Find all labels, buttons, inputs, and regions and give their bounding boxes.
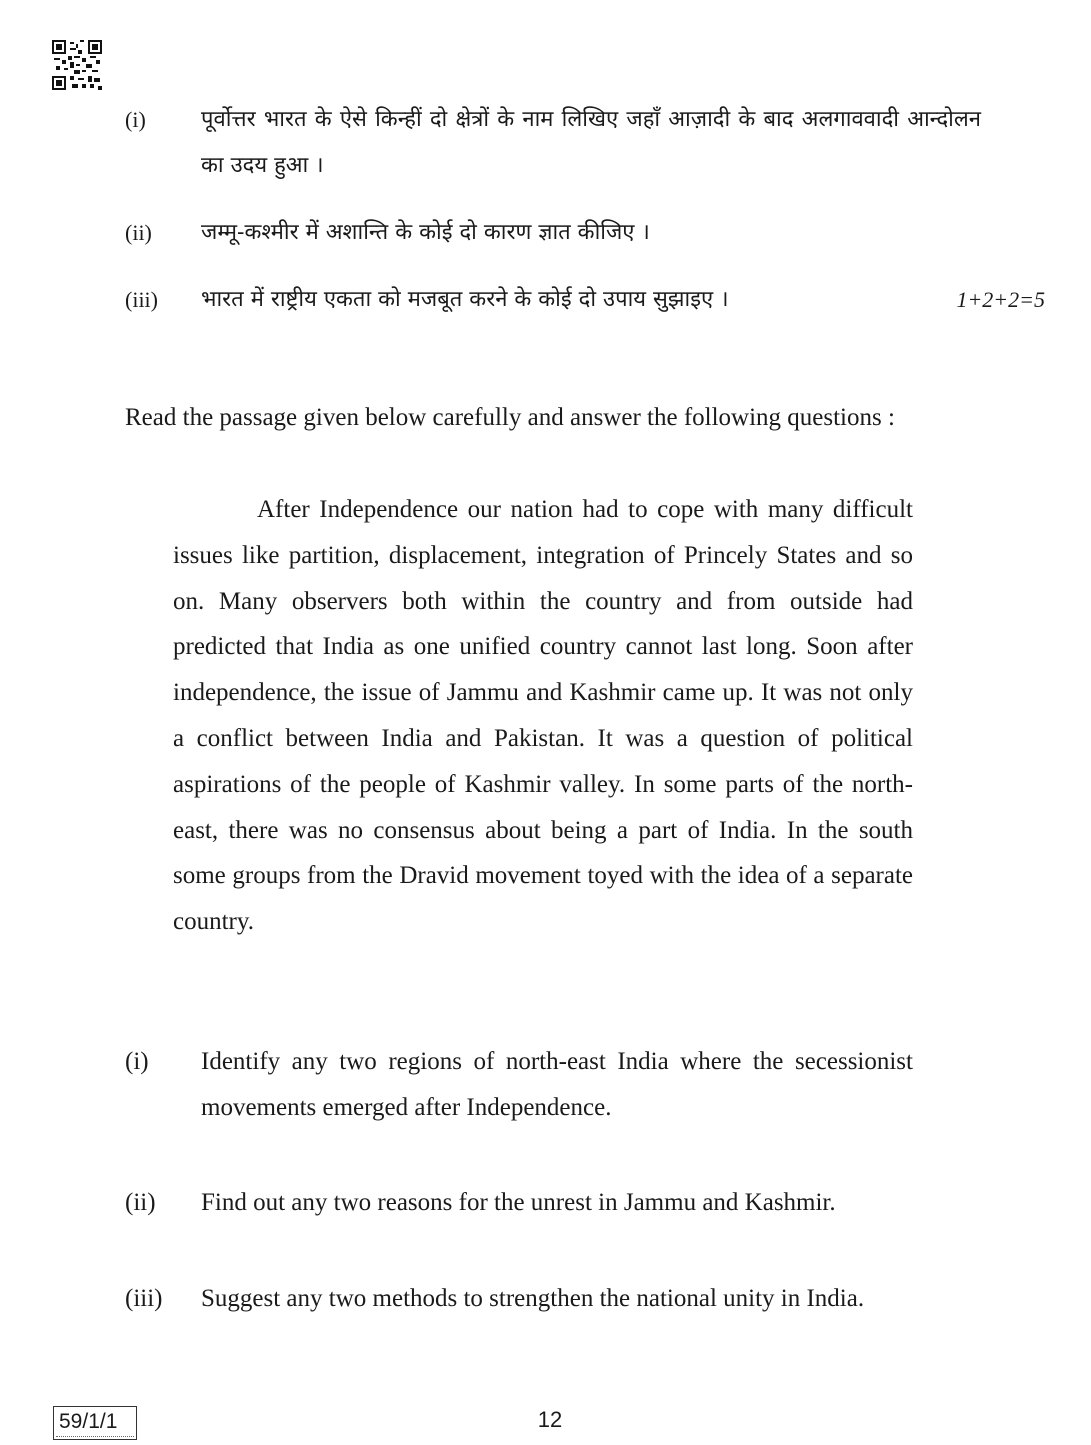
question-text: Suggest any two methods to strengthen the national unity in India.	[201, 1285, 865, 1312]
question-number: (iii)	[125, 287, 158, 312]
question-number: (iii)	[125, 1285, 163, 1312]
question-number: (i)	[125, 1048, 149, 1075]
question-text: भारत में राष्ट्रीय एकता को मजबूत करने के कोई दो उपाय सुझाइए ।	[201, 287, 729, 312]
passage-instruction: Read the passage given below carefully and answer the following questions :	[125, 404, 895, 431]
page-number: 12	[537, 1407, 563, 1432]
paper-code-underline	[56, 1436, 134, 1437]
question-text: पूर्वोत्तर भारत के ऐसे किन्हीं दो क्षेत्रों के नाम लिखिए जहाँ आज़ादी के बाद अलगाववादी आन्दोलन का उदय हुआ ।	[201, 107, 981, 178]
marks-allocation: 1+2+2=5	[956, 287, 1045, 312]
paper-code-text: 59/1/1	[59, 1410, 118, 1433]
question-text: Identify any two regions of north-east India where the secessionist movements emerged after Independence.	[201, 1048, 913, 1121]
paper-code	[53, 1406, 137, 1440]
question-number: (i)	[125, 107, 146, 132]
question-text: जम्मू-कश्मीर में अशान्ति के कोई दो कारण ज्ञात कीजिए ।	[201, 220, 650, 245]
question-number: (ii)	[125, 220, 152, 245]
question-text: Find out any two reasons for the unrest in Jammu and Kashmir.	[201, 1189, 836, 1216]
qr-code	[52, 40, 102, 90]
reading-passage: After Independence our nation had to cope with many difficult issues like partition, displacement, integration of Princely States and so on. Many observers both within the country and from outside had predicted that India as one unified country cannot last long. Soon after independence, the issue of Jammu and Kashmir came up. It was not only a conflict between India and Pakistan. It was a question of political aspirations of the people of Kashmir valley. In some parts of the north-east, there was no consensus about being a part of India. In the south some groups from the Dravid movement toyed with the idea of a separate country.	[173, 496, 913, 936]
question-number: (ii)	[125, 1189, 156, 1216]
